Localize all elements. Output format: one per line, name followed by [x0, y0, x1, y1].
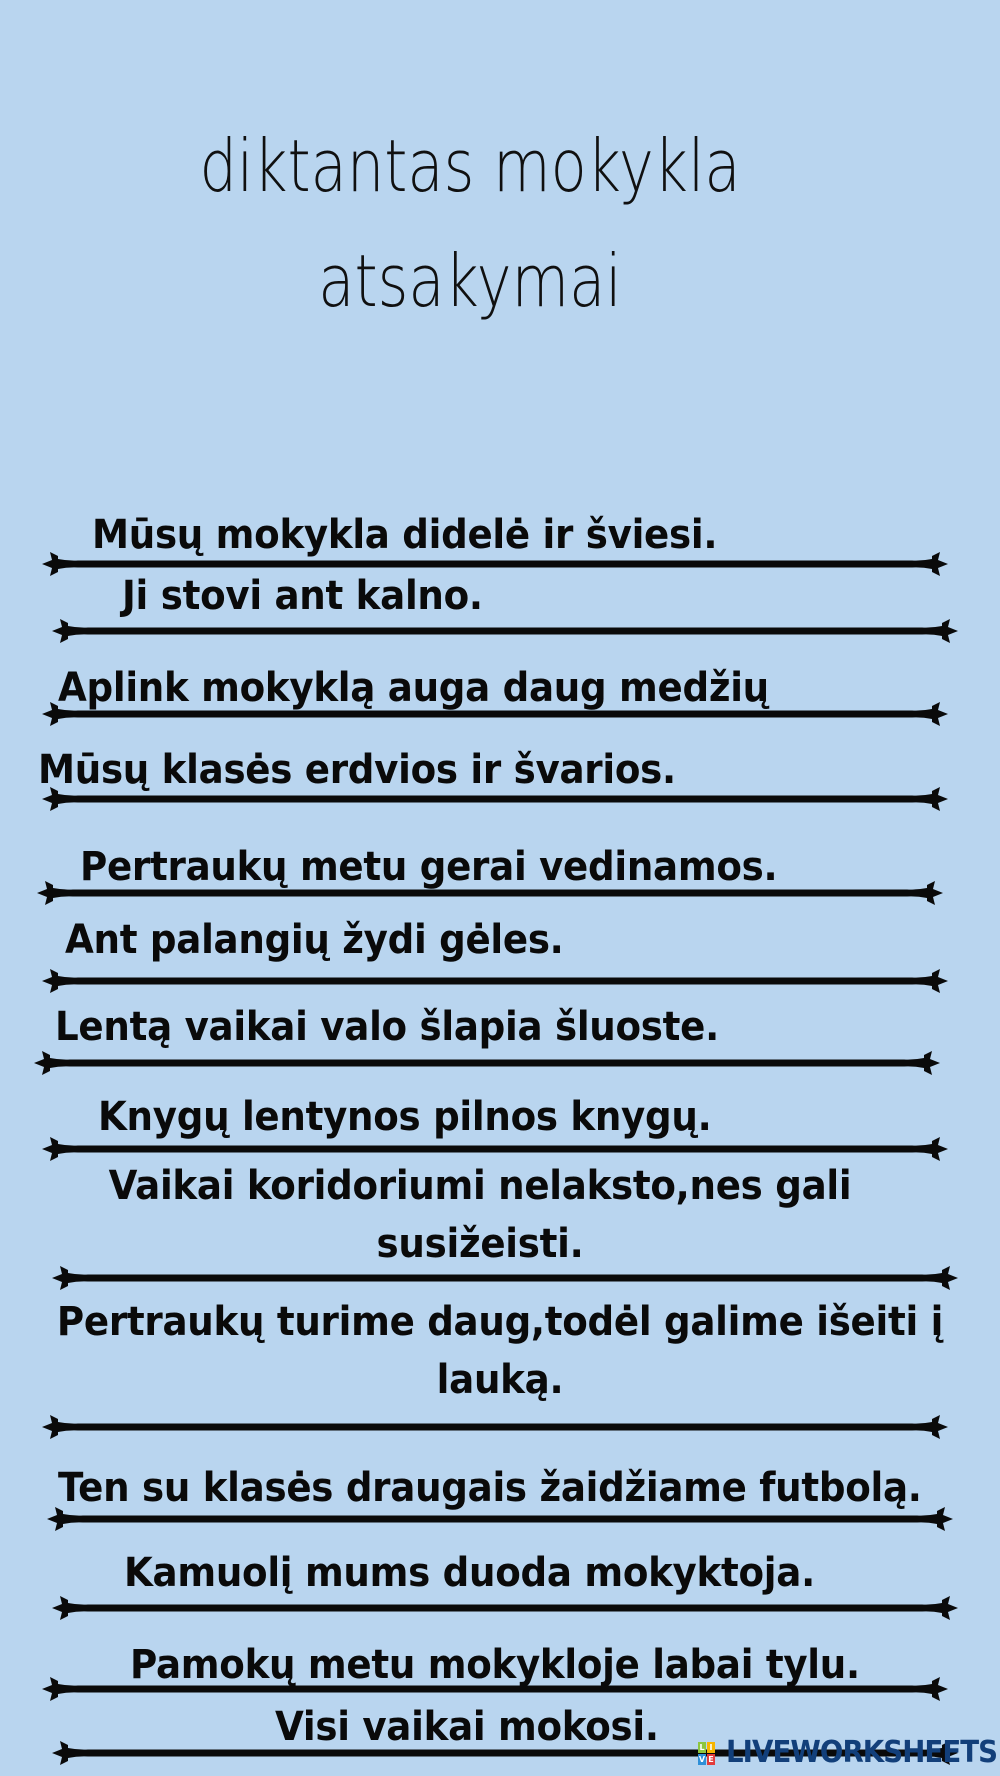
divider-11	[43, 1505, 957, 1533]
liveworksheets-logo[interactable]	[698, 1735, 1000, 1771]
divider-5	[33, 879, 947, 907]
divider-9	[48, 1264, 962, 1292]
divider-2	[48, 617, 962, 645]
sentence-9	[71, 1157, 889, 1273]
sentence-9-line-2: susižeisti.	[376, 1221, 584, 1267]
sentence-3: Aplink mokyklą auga daug medžių	[58, 665, 769, 711]
title-line-1: diktantas mokykla	[199, 124, 741, 208]
sentence-4: Mūsų klasės erdvios ir švarios.	[38, 747, 676, 793]
sentence-8: Knygų lentynos pilnos knygų.	[98, 1094, 712, 1140]
divider-6	[38, 967, 952, 995]
sentence-14: Visi vaikai mokosi.	[275, 1704, 659, 1750]
sentence-6: Ant palangių žydi gėles.	[65, 917, 564, 963]
divider-7	[30, 1049, 944, 1077]
sentence-11: Ten su klasės draugais žaidžiame futbolą.	[58, 1465, 922, 1511]
sentence-1: Mūsų mokykla didelė ir šviesi.	[92, 512, 718, 558]
title-line-2: atsakymai	[318, 239, 622, 323]
live-badge-icon: L I V E	[698, 1742, 714, 1764]
sentence-10	[54, 1293, 947, 1409]
liveworksheets-wordmark: LIVEWORKSHEETS	[726, 1735, 998, 1770]
sentence-13: Pamokų metu mokykloje labai tylu.	[130, 1642, 860, 1688]
sentence-10-line-1: Pertraukų turime daug,todėl galime išeiti į	[56, 1299, 944, 1345]
sentence-7: Lentą vaikai valo šlapia šluoste.	[55, 1004, 719, 1050]
sentence-12: Kamuolį mums duoda mokyktoja.	[124, 1550, 815, 1596]
divider-4	[38, 785, 952, 813]
sentence-10-line-2: lauką.	[436, 1357, 564, 1403]
divider-10	[38, 1413, 952, 1441]
divider-12	[48, 1594, 962, 1622]
sentence-5: Pertraukų metu gerai vedinamos.	[80, 844, 778, 890]
sentence-2: Ji stovi ant kalno.	[122, 573, 483, 619]
divider-3	[38, 700, 952, 728]
sentence-9-line-1: Vaikai koridoriumi nelaksto,nes gali	[108, 1163, 852, 1209]
